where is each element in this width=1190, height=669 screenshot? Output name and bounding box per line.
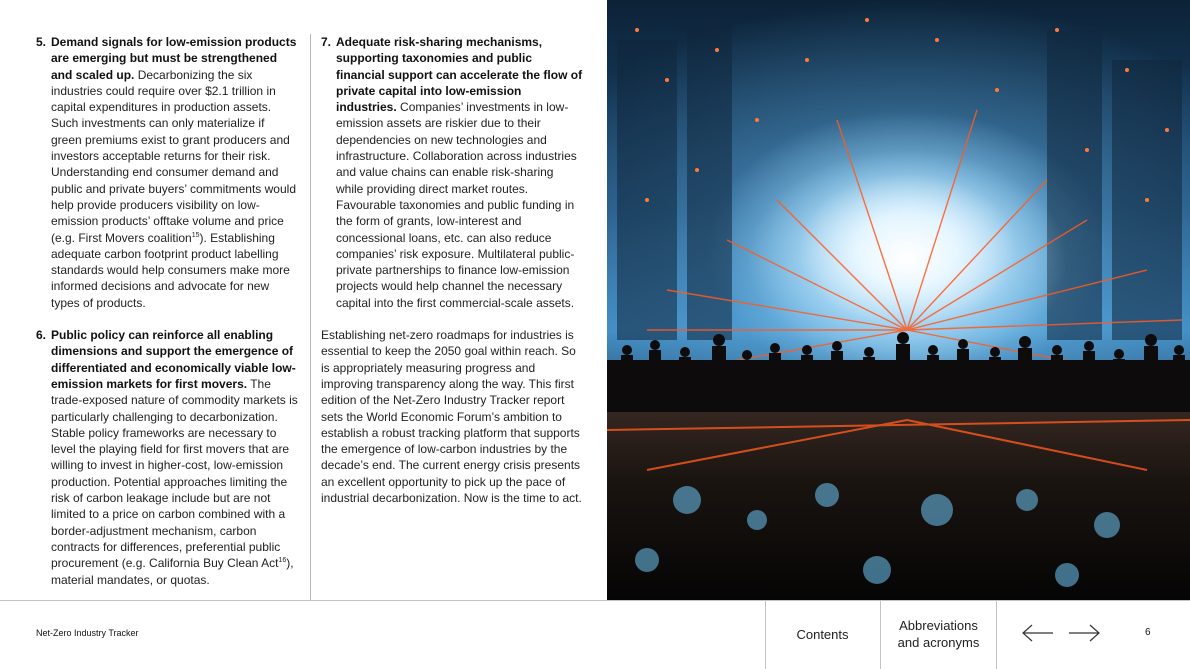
previous-page-button[interactable] [1021, 623, 1055, 643]
list-item-7 [321, 34, 583, 311]
middle-text-column [321, 34, 583, 506]
footnote-ref[interactable]: 16 [278, 557, 287, 565]
item-heading: Demand signals for low-emission products are emerging but must be strengthened and scaled up. [51, 35, 297, 82]
footnote-ref[interactable]: 15 [191, 231, 200, 239]
closing-paragraph: Establishing net-zero roadmaps for industries is essential to keep the 2050 goal within reach. So is appropriately measuring progress and improving transparency along the way. This first edition of the Net-Zero Industry Tracker report sets the World Economic Forum’s ambition to establish a robust tracking platform that supports the emergence of low-carbon industries by the decade’s end. The current energy crisis presents an excellent opportunity to pick up the pace of industrial decarbonization. Now is the time to act. [321, 328, 582, 506]
item-body: Companies’ investments in low-emission assets are riskier due to their dependencies on new technologies and infrastructure. Collaboration across industries and value chains can enable risk-sharing while providing direct market routes. Favourable taxonomies and public funding in the form of grants, low-interest and concessional loans, etc. can also reduce companies’ risk exposure. Multilateral public-private partnerships to finance low-emission projects would help channel the necessary capital into the first commercial-scale assets. [336, 100, 577, 310]
cityscape-crowd-illustration [607, 0, 1190, 600]
item-number: 6. [36, 328, 47, 343]
item-heading: Adequate risk-sharing mechanisms, supporting taxonomies and public financial support can accelerate the flow of private capital into low-emission industries. [336, 35, 583, 115]
item-number: 5. [36, 35, 47, 49]
abbr-line-2: and acronyms [897, 635, 980, 650]
item-body: Decarbonizing the six industries could require over $2.1 trillion in capital expenditures in production assets. Such investments can only materialize if green premiums exist to grant producers and investors acceptable returns for their risk. Understanding end consumer demand and public and private buyers’ commitments would help provide producers visibility on low-emission products’ offtake volume and price (e.g. First Movers coalition [51, 67, 296, 245]
hero-image [607, 0, 1190, 600]
item-body-end: ). Establishing adequate carbon footprint product labelling standards would help consumers make more informed decisions and advocate for new types of products. [51, 230, 290, 310]
arrow-right-icon [1067, 623, 1101, 643]
list-item-6 [36, 327, 298, 588]
column-divider [310, 34, 311, 600]
list-item-5 [36, 34, 298, 311]
abbr-line-1: Abbreviations [899, 618, 978, 633]
footer-divider [996, 600, 997, 669]
item-body-end: ), material mandates, or quotas. [51, 556, 294, 587]
item-heading: Public policy can reinforce all enabling dimensions and support the emergence of differentiated and economically viable low-emission markets for first movers. [51, 328, 296, 391]
report-title: Net-Zero Industry Tracker [36, 628, 139, 638]
page-number: 6 [1145, 627, 1151, 638]
footer-rule [0, 600, 1190, 601]
abbreviations-link[interactable] [881, 601, 996, 667]
left-text-column [36, 34, 298, 604]
next-page-button[interactable] [1067, 623, 1101, 643]
item-body: The trade-exposed nature of commodity markets is particularly challenging to decarbonization. Stable policy frameworks are necessary to level the playing field for first movers that are willing to invest in higher-cost, low-emission production. Potential approaches limiting the risk of carbon leakage include but are not limited to a price on carbon combined with a border-adjustment mechanism, carbon contracts for differences, preferential public procurement (e.g. California Buy Clean Act [51, 376, 298, 571]
contents-link[interactable]: Contents [796, 626, 849, 642]
arrow-left-icon [1021, 623, 1055, 643]
item-number: 7. [321, 35, 332, 49]
